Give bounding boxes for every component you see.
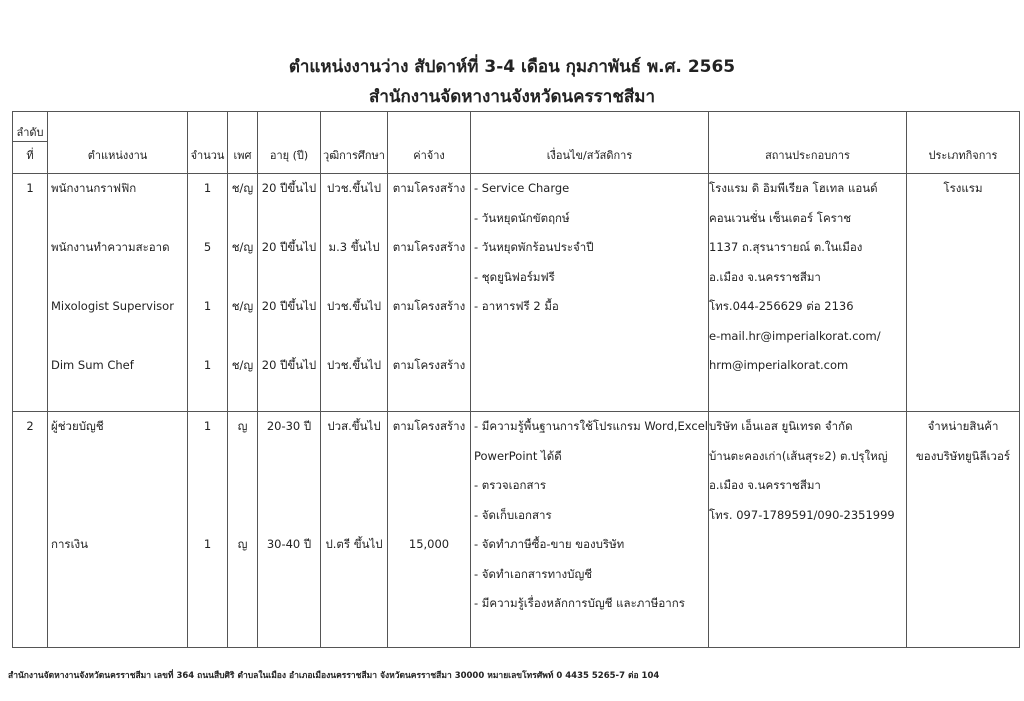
condition-item: PowerPoint ได้ดี <box>474 448 562 463</box>
header-wage: ค่าจ้าง <box>388 142 471 174</box>
condition-item: - Service Charge <box>474 181 570 195</box>
header-order: ที่ <box>13 142 48 174</box>
job-age: 20-30 ปี <box>266 419 312 433</box>
establishment-line: คอนเวนชั่น เซ็นเตอร์ โคราช <box>709 210 852 225</box>
table-row <box>13 412 1020 648</box>
header-establishment: สถานประกอบการ <box>709 142 907 174</box>
condition-item: - จัดเก็บเอกสาร <box>474 507 552 522</box>
job-wage: ตามโครงสร้าง <box>392 299 466 313</box>
header-education: วุฒิการศึกษา <box>321 142 388 174</box>
establishment-line: อ.เมือง จ.นครราชสีมา <box>709 478 821 492</box>
job-wage: ตามโครงสร้าง <box>392 358 466 372</box>
condition-item: - อาหารฟรี 2 มื้อ <box>474 299 559 313</box>
job-age: 20 ปีขึ้นไป <box>261 299 317 313</box>
job-education: ปวส.ขึ้นไป <box>327 419 381 433</box>
job-position: Dim Sum Chef <box>51 358 134 372</box>
job-count: 1 <box>203 537 212 551</box>
job-count: 1 <box>203 181 212 195</box>
header-position: ตำแหน่งงาน <box>48 142 188 174</box>
job-sex: ช/ญ <box>231 358 254 372</box>
job-education: ปวช.ขึ้นไป <box>326 181 382 195</box>
establishment-line: โทร.044-256629 ต่อ 2136 <box>709 299 854 313</box>
establishment-line: 1137 ถ.สุรนารายณ์ ต.ในเมือง <box>709 240 863 254</box>
business-type: โรงแรม <box>943 181 983 195</box>
job-age: 20 ปีขึ้นไป <box>261 358 317 372</box>
job-education: ปวช.ขึ้นไป <box>326 299 382 313</box>
condition-item: - วันหยุดนักขัตฤกษ์ <box>474 210 570 225</box>
condition-item: - ชุดยูนิฟอร์มฟรี <box>474 269 555 284</box>
header-sex: เพศ <box>228 142 258 174</box>
job-education: ม.3 ขึ้นไป <box>328 240 380 254</box>
business-type: ของบริษัทยูนิลีเวอร์ <box>915 448 1011 463</box>
footer-address: สำนักงานจัดหางานจังหวัดนครราชสีมา เลขที่ 364 ถนนสืบศิริ ตำบลในเมือง อำเภอเมืองนครราชสีมา จังหวัดนครราชสีมา 30000 หมายเลขโทรศัพท์ 0 4435 5265-7 ต่อ 104 <box>8 671 660 681</box>
job-sex: ญ <box>237 419 248 433</box>
group-number: 2 <box>26 419 34 433</box>
condition-item: - มีความรู้พื้นฐานการใช้โปรแกรม Word,Excel <box>474 419 708 433</box>
job-age: 20 ปีขึ้นไป <box>261 181 317 195</box>
establishment-line: บริษัท เอ็นเอส ยูนิเทรด จำกัด <box>709 419 853 433</box>
establishment-email: e-mail.hr@imperialkorat.com/ <box>709 328 881 343</box>
job-education: ป.ตรี ขึ้นไป <box>325 537 383 551</box>
job-wage: ตามโครงสร้าง <box>392 419 466 433</box>
establishment-line: อ.เมือง จ.นครราชสีมา <box>709 269 821 284</box>
establishment-line: โรงแรม ดิ อิมพีเรียล โฮเทล แอนด์ <box>709 181 878 195</box>
header-age: อายุ (ปี) <box>258 142 321 174</box>
job-age: 20 ปีขึ้นไป <box>261 240 317 254</box>
business-type: จำหน่ายสินค้า <box>927 419 999 433</box>
job-position: Mixologist Supervisor <box>51 299 174 313</box>
header-row <box>13 142 1020 174</box>
job-education: ปวช.ขึ้นไป <box>326 358 382 372</box>
job-wage: 15,000 <box>408 537 450 551</box>
job-count: 1 <box>203 358 212 372</box>
job-position: การเงิน <box>51 537 89 551</box>
job-sex: ช/ญ <box>231 299 254 313</box>
page-subtitle: สำนักงานจัดหางานจังหวัดนครราชสีมา <box>368 87 656 107</box>
header-row-top <box>13 112 1020 142</box>
establishment-line: โทร. 097-1789591/090-2351999 <box>709 507 895 522</box>
job-sex: ญ <box>237 537 248 551</box>
job-count: 1 <box>203 419 212 433</box>
job-position: ผู้ช่วยบัญชี <box>51 419 104 433</box>
establishment-line: บ้านตะคองเก่า(เส้นสุระ2) ต.ปรุใหญ่ <box>709 448 888 463</box>
job-count: 5 <box>203 240 212 254</box>
header-business-type: ประเภทกิจการ <box>907 142 1020 174</box>
header-count: จำนวน <box>188 142 228 174</box>
job-wage: ตามโครงสร้าง <box>392 240 466 254</box>
job-sex: ช/ญ <box>231 240 254 254</box>
table-row <box>13 174 1020 412</box>
job-position: พนักงานกราฟฟิก <box>51 181 137 195</box>
job-wage: ตามโครงสร้าง <box>392 181 466 195</box>
job-count: 1 <box>203 299 212 313</box>
condition-item: - ตรวจเอกสาร <box>474 478 547 492</box>
group-number: 1 <box>26 181 34 195</box>
header-order-top: ลำดับ <box>13 112 48 142</box>
job-sex: ช/ญ <box>231 181 254 195</box>
establishment-email: hrm@imperialkorat.com <box>709 358 849 372</box>
condition-item: - มีความรู้เรื่องหลักการบัญชี และภาษีอากร <box>474 596 685 610</box>
condition-item: - วันหยุดพักร้อนประจำปี <box>474 240 594 254</box>
condition-item: - จัดทำเอกสารทางบัญชี <box>474 566 593 581</box>
condition-item: - จัดทำภาษีซื้อ-ขาย ของบริษัท <box>474 537 625 551</box>
header-conditions: เงื่อนไข/สวัสดิการ <box>471 142 709 174</box>
job-table <box>12 111 1020 648</box>
job-age: 30-40 ปี <box>266 537 312 551</box>
page-title: ตำแหน่งงานว่าง สัปดาห์ที่ 3-4 เดือน กุมภาพันธ์ พ.ศ. 2565 <box>288 57 736 77</box>
job-position: พนักงานทำความสะอาด <box>51 240 170 254</box>
